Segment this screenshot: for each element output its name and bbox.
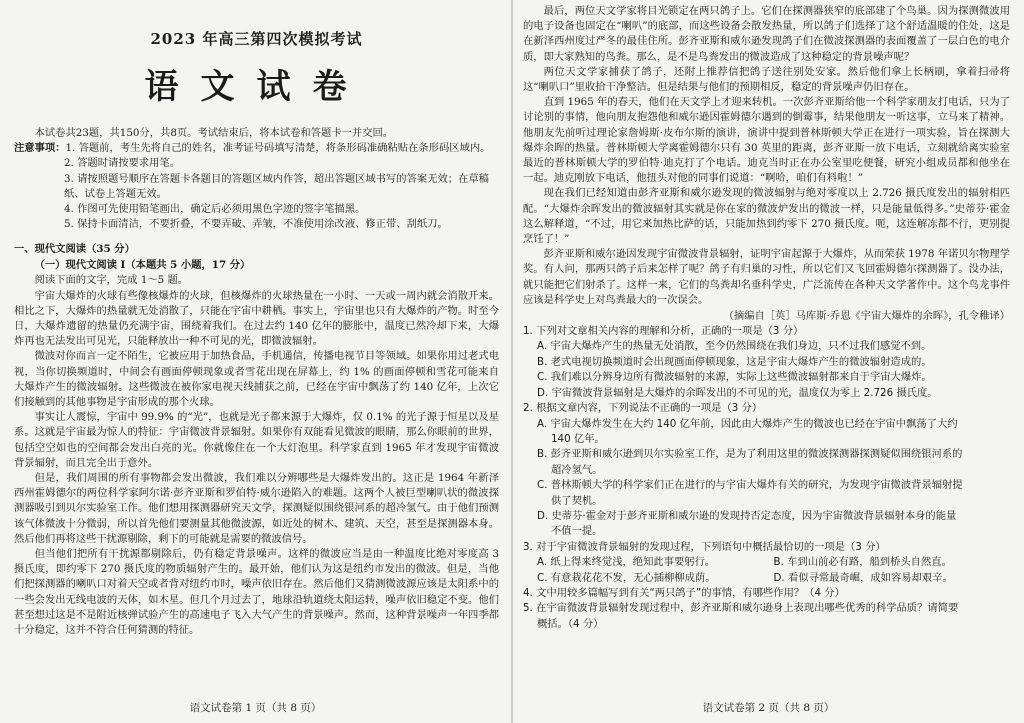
section-heading: 一、现代文阅读（35 分）: [14, 243, 135, 256]
q3-option-b: B. 车到山前必有路，船到桥头自然直。: [773, 556, 952, 569]
passage-paragraph: 最后，两位天文学家将目光锁定在两只鸽子上。它们在探测器狭窄的底部建了个鸟巢。因为探测微波用的电子设备也固定在“喇叭”的底部，而这些设备会散发热量，所以鸽子们选择了这个舒适温暖的住处，这是在新泽西州度过严冬的最佳住所。彭齐亚斯和威尔逊发现鸽子们在微波探测器的表面覆盖了一层白色的电介质，即大家熟知的鸟粪。那么，是不是鸟粪发出的微波造成了这种稳定的背景噪声呢？: [523, 5, 1010, 63]
q2-option-a-cont: 140 亿年。: [551, 432, 605, 445]
passage-paragraph: 但当他们把所有干扰源都剔除后，仍有稳定背景噪声。这样的微波应当是由一种温度比绝对零度高 3 摄氏度，即约零下 270 摄氏度的物质辐射产生的。最开始，他们认为这是纽约市发出的微波。但是，当他们把探测器的喇叭口对着天空或者背对纽约市时，噪声依旧存在。然后他们又猜测微波源应该是太阳系中的一些会发出无线电波的天体，如木星。但几个月过去了，地球沿轨道绕太阳运转，噪声依旧稳定不变。他们甚至想过这是不是附近核弹试验产生的高速电子飞入大气产生的背景噪声。然而，这种背景噪声一年四季都十分稳定，这并不符合任何猜测的特征。: [14, 548, 499, 637]
page-footer: 语文试卷第 1 页（共 8 页）: [189, 702, 322, 714]
q2-option-d: D. 史蒂芬·霍金对于彭齐亚斯和威尔逊的发现持否定态度，因为宇宙微波背景辐射本身的能量: [537, 509, 957, 522]
passage-paragraph: 现在我们已经知道由彭齐亚斯和威尔逊发现的微波辐射与绝对零度以上 2.726 摄氏度发出的辐射相匹配。“大爆炸余晖发出的微波辐射其实就是你在家的微波炉发出的微波一样，只是能量低得多。”史蒂芬·霍金这么解释道，“不过，用它来加热比萨的话，只能加热到约零下 270 摄氏度。呃，这连解冻都不行，更别提烹饪了！”: [523, 187, 1010, 246]
passage-paragraph: 事实让人震惊，宇宙中 99.9% 的“光”，也就是光子都来源于大爆炸，仅 0.1% 的光子源于恒星以及星系。这就是宇宙最为惊人的特征：宇宙微波背景辐射。如果你有双能看见微波的眼睛，那么你眼前的世界，包括空空如也的空间都会发出白亮的光。你就像住在一个大灯泡里。科学家直到 1965 年才发现宇宙微波背景辐射，而且完全出于意外。: [14, 411, 499, 469]
q2-option-b-cont: 超冷氢气。: [551, 463, 603, 476]
subsection-heading: （一）现代文阅读 Ⅰ（本题共 5 小题，17 分）: [34, 259, 251, 272]
passage-paragraph: 两位天文学家捕获了鸽子，还附上推荐信把鸽子送往别处安家。然后他们拿上长柄刷，拿着扫帚将这“喇叭口”里收拾干净整洁。但是结果与他们的预期相反，稳定的背景噪声仍旧存在。: [523, 65, 1010, 94]
notice-block: [14, 141, 499, 156]
passage-paragraph: 彭齐亚斯和威尔逊因发现宇宙微波背景辐射，证明宇宙起源于大爆炸，从而荣获 1978 年诺贝尔物理学奖。有人问，那两只鸽子后来怎样了呢？鸽子有归巢的习性，所以它们又飞回霍姆德尔探测器了。没办法，就只能把它们射杀了。这样一来，它们的鸟粪却名垂科学史，广泛流传在各种天文学著作中。这个鸟龙事件应该是科学史上对鸟粪最大的一次误会。: [523, 248, 1010, 306]
question-3: 3. 对于宇宙微波背景辐射的发现过程，下列语句中概括最恰切的一项是（3 分）: [523, 540, 886, 553]
notice-item: 4. 作图可先使用铅笔画出，确定后必须用黑色字迹的签字笔描黑。: [64, 203, 366, 216]
q2-option-c: C. 普林斯顿大学的科学家们正在进行的与宇宙大爆炸有关的研究，为发现宇宙微波背景辐射提: [537, 479, 963, 492]
notice-item: 3. 请按照题号顺序在答题卡各题目的答题区域内作答，超出答题区域书写的答案无效；在草稿纸、试卷上答题无效。: [64, 172, 489, 200]
q2-option-b: B. 彭齐亚斯和威尔逊到贝尔实验室工作，是为了利用这里的微波探测器探测疑似围绕银河系的: [537, 448, 963, 461]
q1-option-d: D. 宇宙微波背景辐射是大爆炸的余晖发出的不可见的光，温度仅为零上 2.726 摄氏度。: [537, 386, 938, 399]
q3-options-row: [537, 555, 1010, 570]
q3-option-a: A. 纸上得来终觉浅，绝知此事要躬行。: [537, 556, 716, 569]
q1-option-a: A. 宇宙大爆炸产生的热量无处消散，至今仍然围绕在我们身边，只不过我们感觉不到。: [537, 340, 932, 353]
subject-title: 语文试卷: [144, 67, 369, 107]
page-1: [0, 0, 511, 723]
q3-options-row: [537, 571, 1010, 586]
exam-intro: 本试卷共23题，共150分，共8页。考试结束后，将本试卷和答题卡一并交回。: [34, 127, 394, 139]
q3-option-c: C. 有意栽花花不发，无心插柳柳成荫。: [537, 571, 716, 584]
q3-option-d: D. 看似寻常最奇崛，成如容易却艰辛。: [773, 571, 953, 584]
notice-head: 注意事项：: [14, 142, 66, 155]
exam-title: 2023 年高三第四次模拟考试: [150, 30, 363, 48]
q2-option-d-cont: 不值一提。: [551, 525, 603, 538]
question-2: 2. 根据文章内容，下列说法不正确的一项是（3 分）: [523, 402, 763, 415]
page-footer: 语文试卷第 2 页（共 8 页）: [702, 702, 835, 714]
notice-item: 5. 保持卡面清洁，不要折叠，不要弄破、弄皱，不准使用涂改液、修正带、刮纸刀。: [64, 218, 448, 231]
question-4: 4. 文中用较多篇幅写到有关“两只鸽子”的事情，有哪些作用？（4 分）: [523, 586, 845, 599]
q2-option-c-cont: 供了契机。: [551, 494, 603, 507]
page-2: [513, 0, 1024, 723]
q1-option-b: B. 老式电视切换频道时会出现画面停顿现象，这是宇宙大爆炸产生的微波辐射造成的。: [537, 355, 932, 368]
passage-paragraph: 宇宙大爆炸的火球有些像核爆炸的火球，但核爆炸的火球热量在一小时、一天或一周内就会消散开来。相比之下，大爆炸的热量就无处消散了，只能在宇宙中耕栖。事实上，宇宙里也只有大爆炸的产物。时至今日，大爆炸遗留的热量仍充满宇宙，围绕着我们。在过去约 140 亿年的膨胀中，温度已然冷却下来，大爆炸再也无法发出可见光，只能释放出一种不可见的光，即微波辐射。: [14, 289, 499, 348]
passage-paragraph: 微波对你而言一定不陌生，它被应用于加热食品，手机通信，传播电视节目等领域。如果你用过老式电视，当你切换频道时，中间会有画面停顿现象或者雪花出现在屏幕上，约 1% 的画面停顿和雪花可能来自大爆炸产生的微波辐射。这些微波在被你家电视天线捕获之前，已经在宇宙中飘荡了约 140 亿年，上次它们接触到的其他事物是宇宙形成的那个火球。: [14, 350, 499, 409]
q1-option-c: C. 我们难以分辨身边所有微波辐射的来源，实际上这些微波辐射都来自于宇宙大爆炸。: [537, 371, 932, 384]
notice-item: 2. 答题时请按要求用笔。: [64, 157, 181, 170]
passage-source: （摘编自［英］马库斯·乔恩《宇宙大爆炸的余晖》，孔令稚译）: [723, 310, 1010, 323]
passage-paragraph: 但是，我们周围的所有事物都会发出微波，我们难以分辨哪些是大爆炸发出的。这正是 1964 年新泽西州霍姆德尔的两位科学家阿尔诺·彭齐亚斯和罗伯特·威尔逊陷入的难题。这两个人被巨型喇叭状的微波探测器吸引到贝尔实验室工作。他们想用探测器研究天文学，探测疑似围绕银河系的超冷氢气。由于他们预测该气体微波十分微弱，所以首先他们要测量其他微波源，如近处的树木、建筑、天空，甚至是探测器本身。然后他们再将这些干扰源剔除，剩下的可能就是需要的微波信号。: [14, 472, 499, 545]
question-1: 1. 下列对文章相关内容的理解和分析，正确的一项是（3 分）: [523, 325, 804, 338]
question-5: 5. 在宇宙微波背景辐射发现过程中，彭齐亚斯和威尔逊身上表现出哪些优秀的科学品质？请简要: [523, 602, 959, 615]
reading-instruction: 阅读下面的文字，完成 1～5 题。: [34, 274, 189, 287]
notice-item: 1. 答题前，考生先将自己的姓名，准考证号码填写清楚，将条形码准确粘贴在条形码区域内。: [65, 142, 491, 155]
question-5-cont: 概括。（4 分）: [537, 617, 604, 630]
passage-paragraph: 直到 1965 年的春天，他们在天文学上才迎来转机。一次彭齐亚斯给他一个科学家朋友打电话，只为了讨论别的事情，他向朋友抱怨他和威尔逊因霍姆德尔遇到的倒霉事，结果他朋友一听这事，立马来了精神。他朋友先前听过理论家詹姆斯·皮布尔斯的演讲，演讲中提到普林斯顿大学正在进行一项实验，旨在探测大爆炸余晖的热量。普林斯顿大学离霍姆德尔只有 30 英里的距离，彭齐亚斯一放下电话，立刻就给离实验室最近的普林斯顿大学的罗伯特·迪克打了个电话。迪克当时正在办公室里吃便餐，研究小组成员都和他坐在一起。迪克刚放下电话，他扭头对他的同事们说道：“啊哈，咱们有料啦！”: [523, 96, 1010, 185]
q2-option-a: A. 宇宙大爆炸发生在大约 140 亿年前，因此由大爆炸产生的微波也已经在宇宙中飘荡了大约: [537, 417, 958, 430]
